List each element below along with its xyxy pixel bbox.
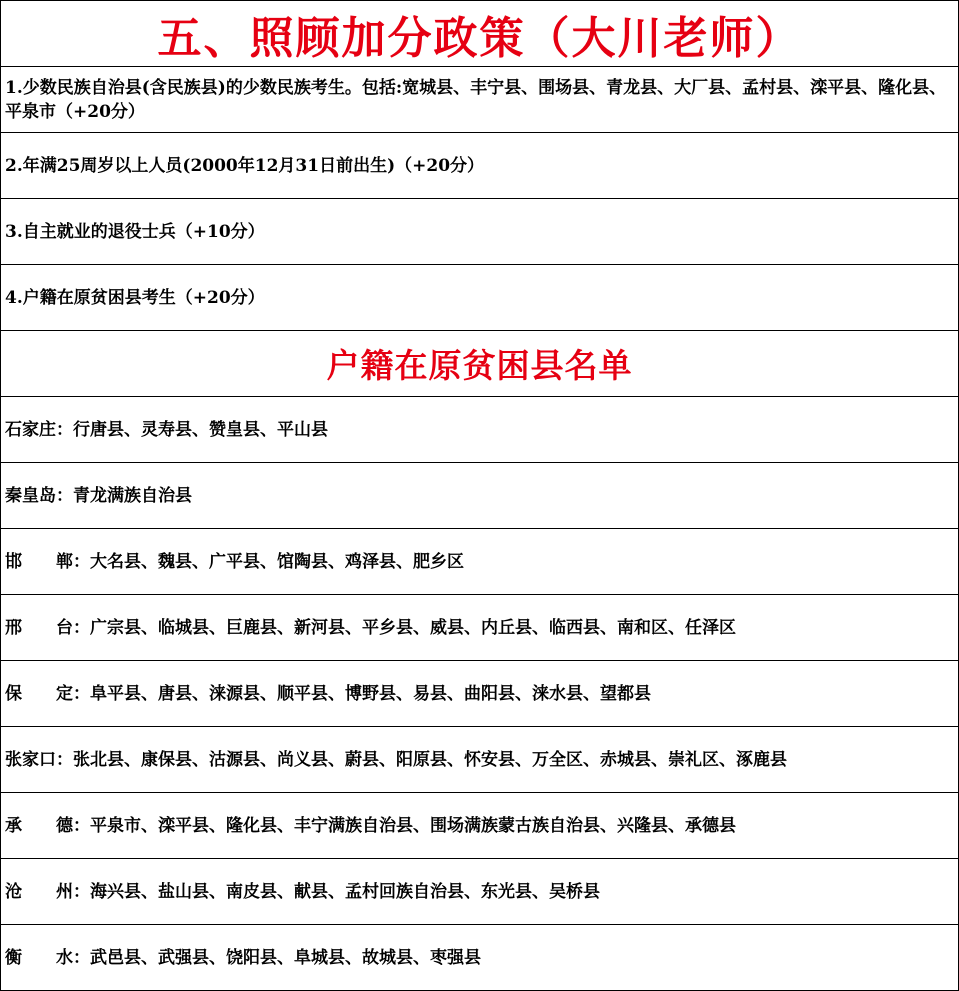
county-row-handan [1, 529, 958, 595]
county-list: 青龙满族自治县 [73, 485, 192, 506]
county-row-cangzhou [1, 859, 958, 925]
policy-item-1: 1.少数民族自治县(含民族县)的少数民族考生。包括:宽城县、丰宁县、围场县、青龙县、大厂县、孟村县、滦平县、隆化县、平泉市（+20分） [5, 77, 947, 122]
policy-item-4: 4.户籍在原贫困县考生（+20分） [5, 287, 265, 308]
page-title: 五、照顾加分政策（大川老师） [157, 12, 802, 64]
policy-row-1 [1, 67, 958, 133]
policy-item-2: 2.年满25周岁以上人员(2000年12月31日前出生)（+20分） [5, 155, 485, 176]
county-row-qinhuangdao [1, 463, 958, 529]
policy-item-3: 3.自主就业的退役士兵（+10分） [5, 221, 265, 242]
county-row-shijiazhuang [1, 397, 958, 463]
county-list-title: 户籍在原贫困县名单 [326, 346, 633, 385]
county-list: 海兴县、盐山县、南皮县、献县、孟村回族自治县、东光县、吴桥县 [90, 881, 600, 902]
county-list: 武邑县、武强县、饶阳县、阜城县、故城县、枣强县 [90, 948, 481, 968]
policy-row-3 [1, 199, 958, 265]
county-row-baoding [1, 661, 958, 727]
city-label: 秦皇岛： [5, 485, 73, 506]
city-label: 张家口： [5, 749, 73, 770]
city-label: 承 德： [5, 815, 90, 836]
policy-row-2 [1, 133, 958, 199]
city-label: 保 定： [5, 683, 90, 704]
county-list-title-row [1, 331, 958, 397]
county-list: 行唐县、灵寿县、赞皇县、平山县 [73, 419, 328, 440]
city-label: 邯 郸： [5, 551, 90, 572]
city-label: 衡 水： [5, 948, 90, 968]
county-row-xingtai [1, 595, 958, 661]
city-label: 石家庄： [5, 419, 73, 440]
county-list: 大名县、魏县、广平县、馆陶县、鸡泽县、肥乡区 [90, 551, 464, 572]
policy-row-4 [1, 265, 958, 331]
county-row-zhangjiakou [1, 727, 958, 793]
county-list: 广宗县、临城县、巨鹿县、新河县、平乡县、威县、内丘县、临西县、南和区、任泽区 [90, 617, 736, 638]
city-label: 沧 州： [5, 881, 90, 902]
county-row-chengde [1, 793, 958, 859]
city-label: 邢 台： [5, 617, 90, 638]
county-row-hengshui [1, 925, 958, 991]
county-list: 阜平县、唐县、涞源县、顺平县、博野县、易县、曲阳县、涞水县、望都县 [90, 683, 651, 704]
county-list: 平泉市、滦平县、隆化县、丰宁满族自治县、围场满族蒙古族自治县、兴隆县、承德县 [90, 815, 736, 836]
county-list: 张北县、康保县、沽源县、尚义县、蔚县、阳原县、怀安县、万全区、赤城县、崇礼区、涿鹿县 [73, 749, 787, 770]
title-row [1, 1, 958, 67]
